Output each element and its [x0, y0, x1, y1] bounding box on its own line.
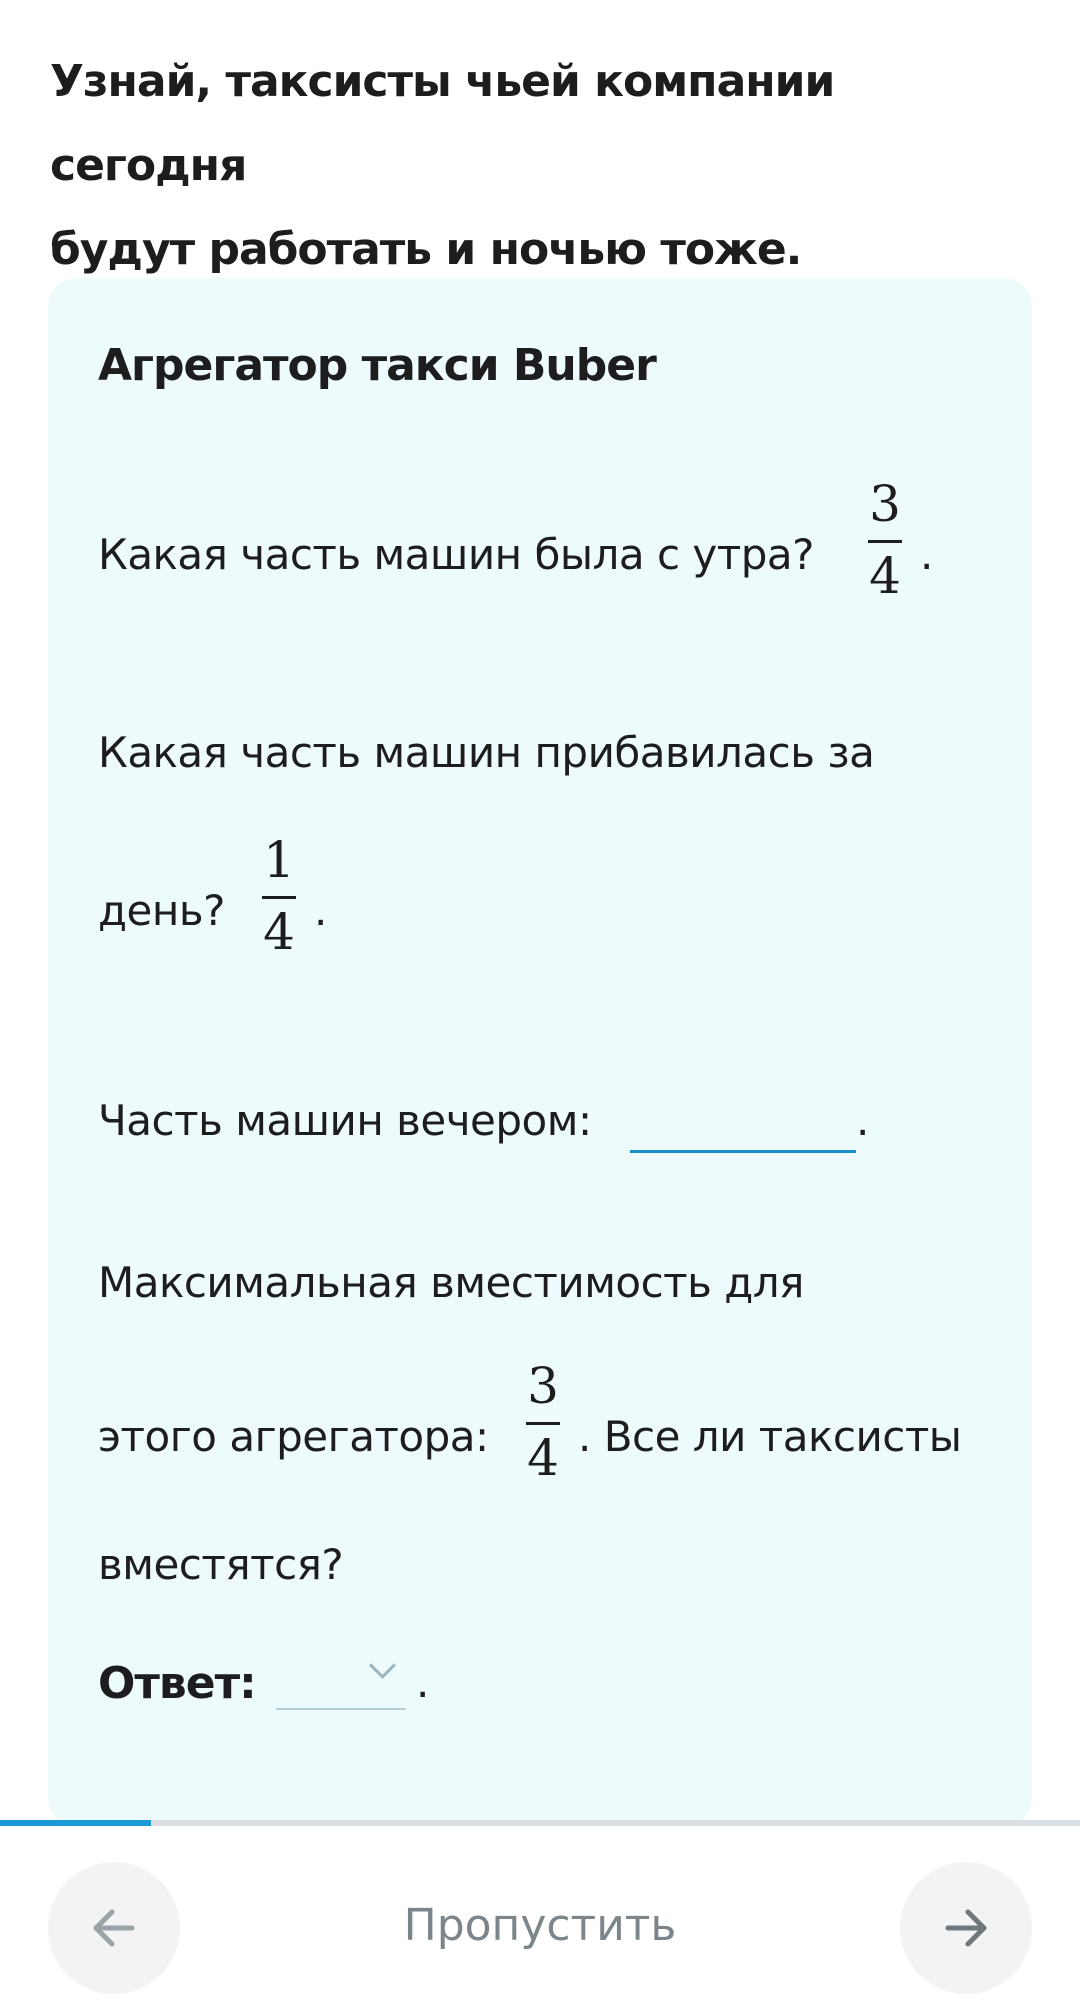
fraction-bar	[262, 896, 296, 899]
question-capacity-text-after: . Все ли таксисты	[578, 1412, 962, 1461]
question-capacity-text-before: этого агрегатора:	[98, 1412, 489, 1461]
evening-fraction-input[interactable]	[630, 1098, 856, 1153]
card-title: Агрегатор такси Buber	[98, 340, 656, 391]
fraction-numerator: 3	[869, 475, 901, 533]
fraction-denominator: 4	[527, 1429, 559, 1487]
fraction-numerator: 3	[527, 1357, 559, 1415]
skip-button[interactable]: Пропустить	[403, 1900, 677, 1951]
next-button[interactable]	[900, 1862, 1032, 1994]
question-capacity-text-line-3: вместятся?	[98, 1540, 344, 1589]
answer-label: Ответ:	[98, 1658, 256, 1709]
period: .	[920, 530, 934, 579]
arrow-right-icon	[936, 1898, 996, 1958]
fraction-bar	[868, 540, 902, 543]
period: .	[416, 1658, 430, 1707]
question-day-text-line-2: день?	[98, 886, 225, 935]
task-prompt-line-2: будут работать и ночью тоже.	[50, 224, 802, 275]
period: .	[314, 886, 328, 935]
question-evening-text: Часть машин вечером:	[98, 1096, 592, 1145]
previous-button[interactable]	[48, 1862, 180, 1994]
chevron-down-icon	[369, 1652, 396, 1679]
question-day-text-line-1: Какая часть машин прибавилась за	[98, 728, 875, 777]
fraction-denominator: 4	[869, 547, 901, 605]
answer-dropdown[interactable]	[276, 1650, 406, 1710]
fraction-numerator: 1	[263, 831, 295, 889]
task-card	[48, 278, 1032, 1826]
fraction-bar	[526, 1422, 560, 1425]
task-prompt	[50, 40, 1010, 292]
period: .	[856, 1096, 870, 1145]
task-prompt-line-1: Узнай, таксисты чьей компании сегодня	[50, 56, 835, 191]
progress-fill	[0, 1820, 151, 1826]
progress-bar	[0, 1820, 1080, 1826]
fraction-denominator: 4	[263, 903, 295, 961]
question-capacity-text-line-1: Максимальная вместимость для	[98, 1258, 804, 1307]
arrow-left-icon	[84, 1898, 144, 1958]
question-morning-text: Какая часть машин была с утра?	[98, 530, 814, 579]
